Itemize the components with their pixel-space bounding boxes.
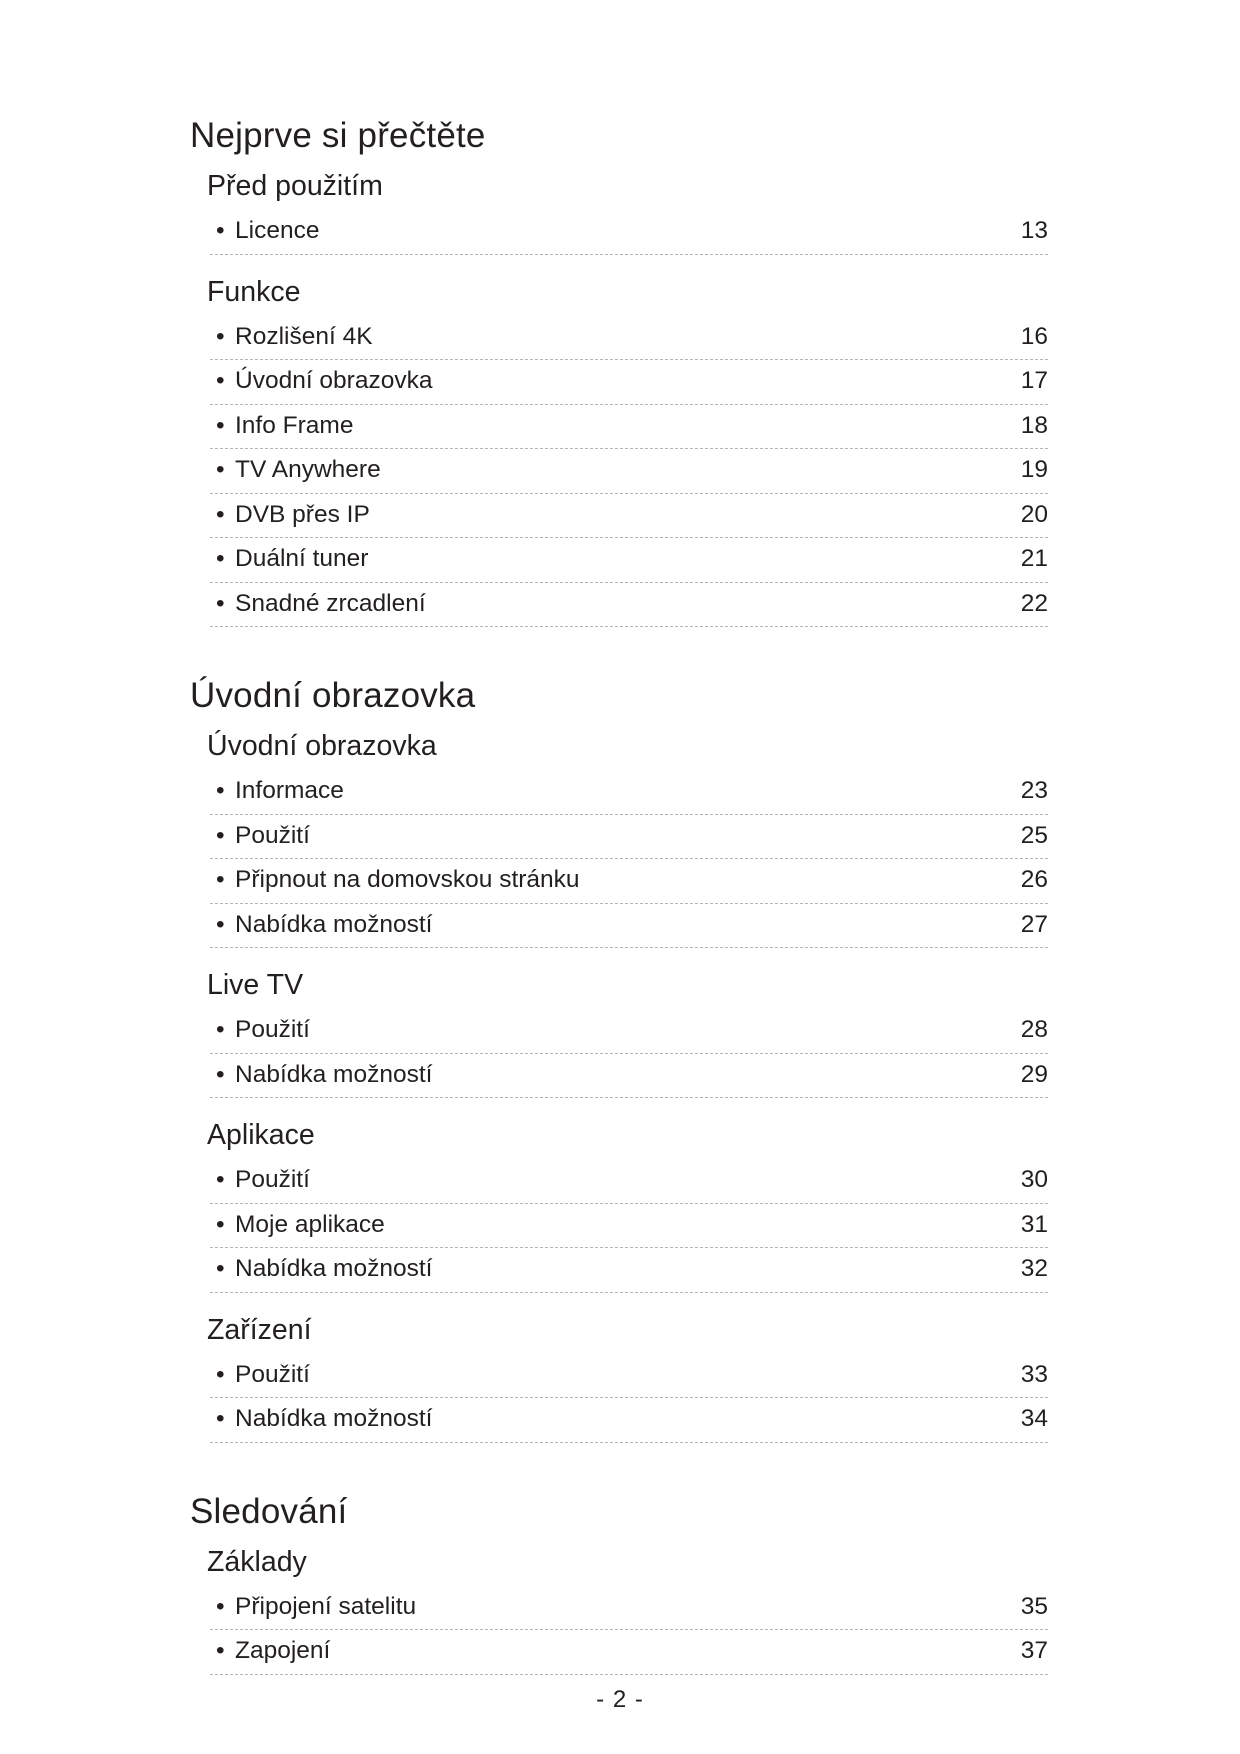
toc-entry[interactable] [210, 449, 1048, 494]
bullet-icon: • [216, 1210, 225, 1238]
toc-subsection [190, 722, 1240, 948]
toc-entry[interactable] [210, 1159, 1048, 1204]
toc-entry-page[interactable]: 18 [1020, 411, 1048, 439]
toc-entry[interactable] [210, 1248, 1048, 1293]
subsection-title: Funkce [207, 275, 301, 308]
bullet-icon: • [216, 500, 225, 528]
bullet-icon: • [216, 1405, 225, 1432]
toc-entry-label[interactable]: Nabídka možností [235, 1255, 433, 1282]
toc-subsection [190, 268, 1240, 628]
subsection-title: Před použitím [207, 170, 383, 202]
bullet-icon: • [216, 1592, 225, 1620]
toc-entry-label[interactable]: Nabídka možností [235, 1060, 433, 1088]
toc-entry-page[interactable]: 26 [1020, 866, 1048, 893]
toc-entry-label[interactable]: Použití [235, 821, 310, 849]
toc-entry-page[interactable]: 16 [1020, 322, 1048, 350]
toc-entry-page[interactable]: 30 [1020, 1166, 1048, 1193]
toc-subsection [190, 162, 1240, 255]
toc-entry-label[interactable]: Informace [235, 777, 344, 804]
toc-entry[interactable] [210, 1009, 1048, 1054]
toc-entry-label[interactable]: Snadné zrcadlení [235, 589, 426, 617]
toc-subsection [190, 1306, 1240, 1443]
subsection-title: Úvodní obrazovka [207, 730, 437, 762]
toc-entry-label[interactable]: Rozlišení 4K [235, 322, 373, 350]
bullet-icon: • [216, 777, 225, 804]
toc-entry-label[interactable]: Použití [235, 1360, 310, 1388]
bullet-icon: • [216, 367, 225, 394]
subsection-title: Aplikace [207, 1119, 315, 1151]
toc-entry[interactable] [210, 1630, 1048, 1675]
toc-subsection [190, 1111, 1240, 1293]
toc-entry[interactable] [210, 770, 1048, 815]
toc-entry-label[interactable]: Nabídka možností [235, 1405, 433, 1432]
section-title: Úvodní obrazovka [190, 676, 476, 715]
toc-entry-page[interactable]: 13 [1020, 217, 1048, 244]
toc-entry[interactable] [210, 405, 1048, 450]
toc-entry[interactable] [210, 210, 1048, 255]
toc-entry-page[interactable]: 37 [1020, 1637, 1048, 1664]
toc-entry[interactable] [210, 1054, 1048, 1099]
bullet-icon: • [216, 322, 225, 350]
bullet-icon: • [216, 821, 225, 849]
toc-entry[interactable] [210, 1586, 1048, 1631]
toc-entry[interactable] [210, 815, 1048, 860]
bullet-icon: • [216, 866, 225, 893]
bullet-icon: • [216, 1360, 225, 1388]
bullet-icon: • [216, 1255, 225, 1282]
toc-entry-page[interactable]: 17 [1020, 367, 1048, 394]
toc-entry-page[interactable]: 25 [1020, 821, 1048, 849]
toc-entry-label[interactable]: Info Frame [235, 411, 354, 439]
toc-section [0, 670, 1240, 1443]
toc-section [0, 1486, 1240, 1675]
toc-entry[interactable] [210, 538, 1048, 583]
subsection-title: Live TV [207, 969, 304, 1001]
toc-entry[interactable] [210, 1204, 1048, 1249]
bullet-icon: • [216, 1166, 225, 1193]
toc-entry[interactable] [210, 1354, 1048, 1399]
toc-entry-page[interactable]: 33 [1020, 1360, 1048, 1388]
toc-entry[interactable] [210, 904, 1048, 949]
bullet-icon: • [216, 545, 225, 572]
toc-entry-label[interactable]: Použití [235, 1016, 310, 1043]
toc-entry-page[interactable]: 29 [1020, 1060, 1048, 1088]
toc-entry-page[interactable]: 19 [1020, 456, 1048, 483]
section-title: Nejprve si přečtěte [190, 116, 486, 155]
toc-subsection [190, 1538, 1240, 1675]
bullet-icon: • [216, 1016, 225, 1043]
toc-entry-page[interactable]: 34 [1020, 1405, 1048, 1432]
toc-subsection [190, 961, 1240, 1098]
subsection-title: Zařízení [207, 1313, 312, 1346]
bullet-icon: • [216, 589, 225, 617]
toc-entry-label[interactable]: Moje aplikace [235, 1210, 385, 1238]
toc-entry[interactable] [210, 859, 1048, 904]
toc-entry-label[interactable]: Připojení satelitu [235, 1592, 417, 1620]
toc-entry-label[interactable]: Úvodní obrazovka [235, 367, 433, 394]
toc-entry-page[interactable]: 28 [1020, 1016, 1048, 1043]
toc-entry-label[interactable]: Použití [235, 1166, 310, 1193]
toc-entry-page[interactable]: 23 [1020, 777, 1048, 804]
toc-entry-label[interactable]: Připnout na domovskou stránku [235, 866, 580, 893]
toc-entry-page[interactable]: 22 [1020, 589, 1048, 617]
toc-entry-page[interactable]: 20 [1020, 500, 1048, 528]
bullet-icon: • [216, 910, 225, 938]
toc-entry-page[interactable]: 27 [1020, 910, 1048, 938]
toc-entry[interactable] [210, 494, 1048, 539]
toc-entry[interactable] [210, 316, 1048, 361]
toc-entry-label[interactable]: Nabídka možností [235, 910, 433, 938]
toc-entry-label[interactable]: Zapojení [235, 1637, 331, 1664]
toc-entry-label[interactable]: Duální tuner [235, 545, 369, 572]
toc-section [0, 110, 1240, 627]
bullet-icon: • [216, 456, 225, 483]
toc-entry-page[interactable]: 35 [1020, 1592, 1048, 1620]
bullet-icon: • [216, 1637, 225, 1664]
toc-entry-label[interactable]: Licence [235, 217, 320, 244]
bullet-icon: • [216, 411, 225, 439]
bullet-icon: • [216, 217, 225, 244]
toc-entry-label[interactable]: TV Anywhere [235, 456, 381, 483]
bullet-icon: • [216, 1060, 225, 1088]
toc-entry[interactable] [210, 360, 1048, 405]
toc-entry[interactable] [210, 1398, 1048, 1443]
toc-entry-label[interactable]: DVB přes IP [235, 500, 370, 528]
subsection-title: Základy [207, 1545, 307, 1578]
toc-entry-page[interactable]: 31 [1020, 1210, 1048, 1238]
toc-entry-page[interactable]: 32 [1020, 1255, 1048, 1282]
toc-entry[interactable] [210, 583, 1048, 628]
section-title: Sledování [190, 1491, 348, 1531]
page-number: - 2 - [596, 1686, 644, 1713]
toc-entry-page[interactable]: 21 [1020, 545, 1048, 572]
